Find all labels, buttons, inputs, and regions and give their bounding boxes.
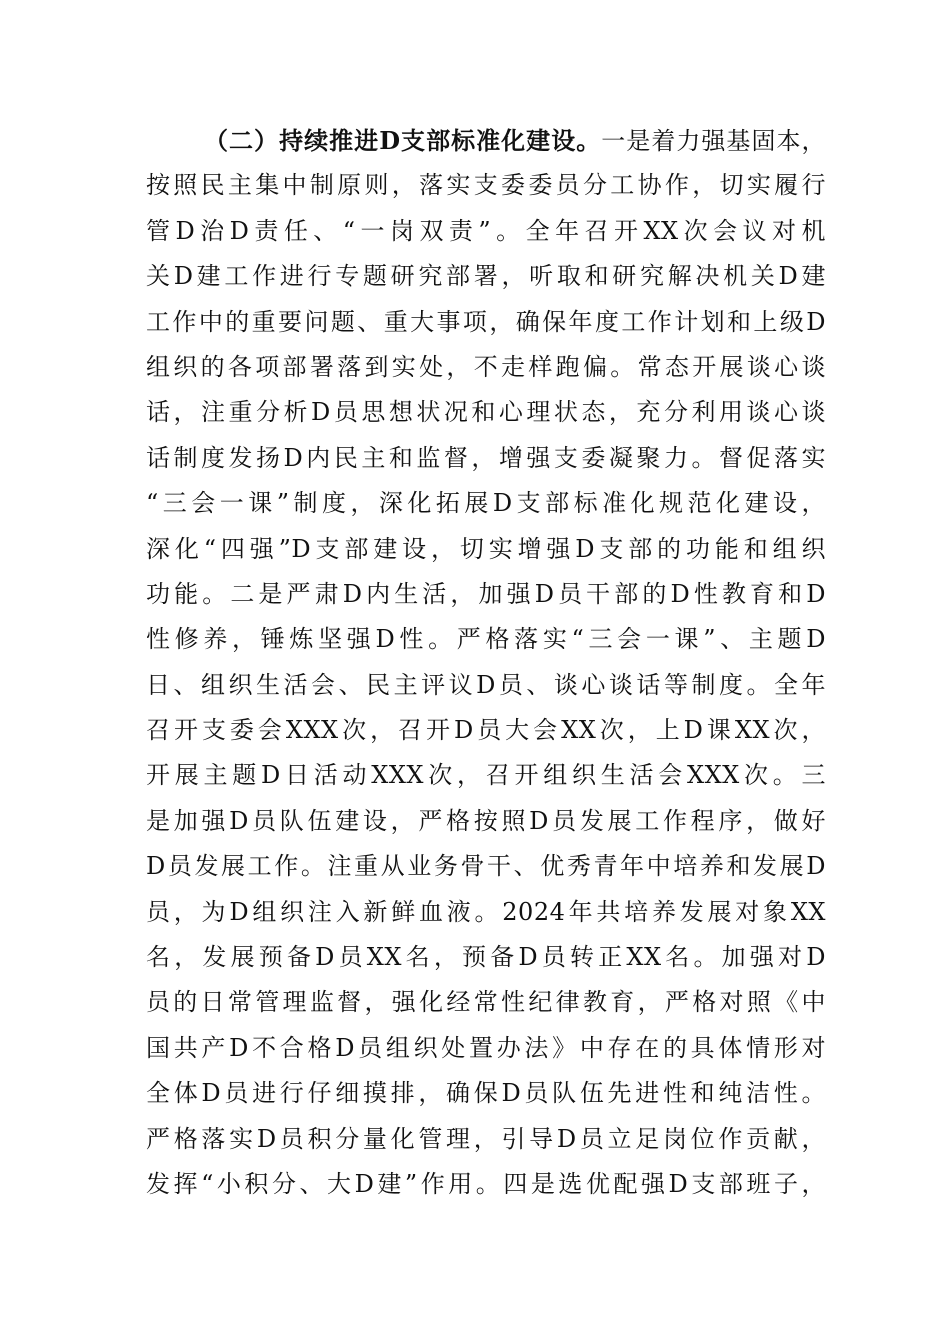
paragraph-line: 深化“四强”D支部建设，切实增强D支部的功能和组织 <box>146 534 826 563</box>
paragraph-line: “三会一课”制度，深化拓展D支部标准化规范化建设， <box>146 489 826 518</box>
paragraph-line-1 <box>146 118 826 163</box>
paragraph-line: 国共产D不合格D员组织处置办法》中存在的具体情形对 <box>146 1033 826 1062</box>
paragraph-line: D员发展工作。注重从业务骨干、优秀青年中培养和发展D <box>146 852 826 881</box>
body-paragraph <box>146 118 826 1207</box>
paragraph-line: 话制度发扬D内民主和监督，增强支委凝聚力。督促落实 <box>146 443 826 472</box>
paragraph-line: 工作中的重要问题、重大事项，确保年度工作计划和上级D <box>146 307 826 336</box>
section-heading: （二）持续推进D支部标准化建设。 <box>204 126 602 155</box>
paragraph-line: 日、组织生活会、民主评议D员、谈心谈话等制度。全年 <box>146 670 826 699</box>
paragraph-line: 功能。二是严肃D内生活，加强D员干部的D性教育和D <box>146 579 826 608</box>
paragraph-line: 组织的各项部署落到实处，不走样跑偏。常态开展谈心谈 <box>146 352 826 381</box>
paragraph-line: 召开支委会XXX次，召开D员大会XX次，上D课XX次， <box>146 716 826 745</box>
paragraph-line: 是加强D员队伍建设，严格按照D员发展工作程序，做好 <box>146 806 826 835</box>
paragraph-line: 按照民主集中制原则，落实支委委员分工协作，切实履行 <box>146 171 826 200</box>
paragraph-line: 性修养，锤炼坚强D性。严格落实“三会一课”、主题D <box>146 625 826 654</box>
paragraph-line: 发挥“小积分、大D建”作用。四是选优配强D支部班子， <box>146 1169 826 1198</box>
paragraph-line: 名，发展预备D员XX名，预备D员转正XX名。加强对D <box>146 943 826 972</box>
paragraph-line: 员，为D组织注入新鲜血液。2024年共培养发展对象XX <box>146 897 826 926</box>
paragraph-line: 全体D员进行仔细摸排，确保D员队伍先进性和纯洁性。 <box>146 1079 826 1108</box>
first-line-text: 一是着力强基固本， <box>601 127 827 155</box>
paragraph-line: 员的日常管理监督，强化经常性纪律教育，严格对照《中 <box>146 988 826 1017</box>
paragraph-line: 管D治D责任、“一岗双责”。全年召开XX次会议对机 <box>146 216 826 245</box>
paragraph-line: 关D建工作进行专题研究部署，听取和研究解决机关D建 <box>146 262 826 291</box>
paragraph-line: 严格落实D员积分量化管理，引导D员立足岗位作贡献， <box>146 1124 826 1153</box>
paragraph-line: 开展主题D日活动XXX次，召开组织生活会XXX次。三 <box>146 761 826 790</box>
paragraph-line: 话，注重分析D员思想状况和心理状态，充分利用谈心谈 <box>146 398 826 427</box>
